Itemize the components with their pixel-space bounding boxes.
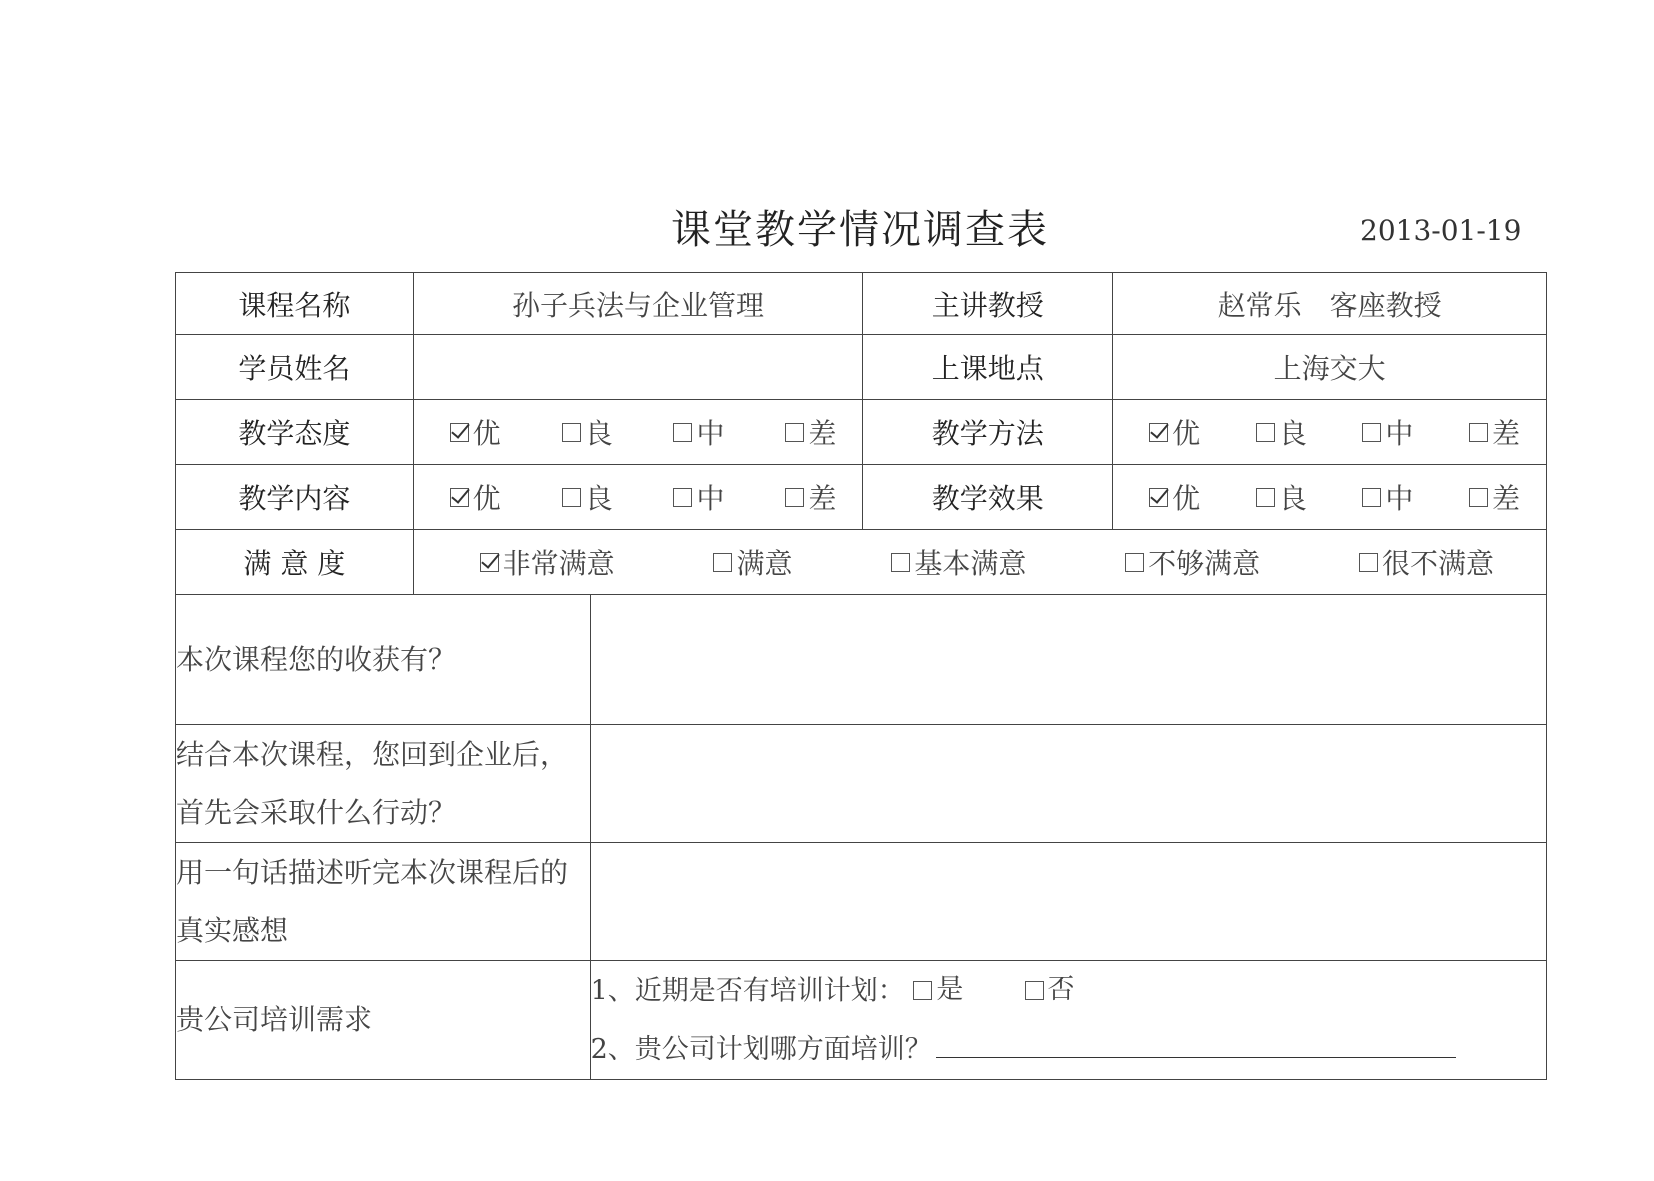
rating-option[interactable]: 中 — [673, 477, 724, 517]
student-row — [176, 335, 1547, 400]
satisfaction-option[interactable]: 非常满意 — [480, 542, 615, 582]
location-value[interactable]: 上海交大 — [1113, 335, 1547, 400]
training-needs-content — [590, 961, 1546, 1080]
training-area-question — [591, 1021, 1546, 1079]
teaching-content-label: 教学内容 — [176, 465, 414, 530]
checkbox-checked-icon[interactable] — [480, 553, 499, 572]
checkbox-checked-icon[interactable] — [1149, 488, 1168, 507]
checkbox-icon[interactable] — [1362, 423, 1381, 442]
teaching-attitude-options — [413, 400, 863, 465]
satisfaction-option[interactable]: 满意 — [713, 542, 792, 582]
student-name-field[interactable] — [413, 335, 863, 400]
training-area-blank[interactable] — [936, 1033, 1456, 1058]
rating-row-2 — [176, 465, 1547, 530]
checkbox-icon[interactable] — [562, 423, 581, 442]
rating-option[interactable]: 优 — [1149, 412, 1200, 452]
checkbox-icon[interactable] — [891, 553, 910, 572]
answer-gain-field[interactable] — [590, 595, 1546, 725]
checkbox-icon[interactable] — [1256, 423, 1275, 442]
training-plan-text: 1、近期是否有培训计划： — [590, 975, 905, 1007]
checkbox-icon[interactable] — [1362, 488, 1381, 507]
answer-feeling-field[interactable] — [590, 843, 1546, 961]
checkbox-icon[interactable] — [673, 423, 692, 442]
rating-option[interactable]: 差 — [1469, 412, 1520, 452]
training-needs-row — [176, 961, 1547, 1080]
satisfaction-options — [413, 530, 1546, 595]
checkbox-icon[interactable] — [1359, 553, 1378, 572]
question-action: 结合本次课程，您回到企业后，首先会采取什么行动？ — [176, 725, 591, 843]
rating-option[interactable]: 良 — [562, 412, 613, 452]
rating-row-1 — [176, 400, 1547, 465]
checkbox-icon[interactable] — [673, 488, 692, 507]
satisfaction-row — [176, 530, 1547, 595]
form-date: 2013-01-19 — [1360, 214, 1522, 247]
course-row — [176, 273, 1547, 335]
training-plan-no[interactable]: 否 — [1025, 961, 1075, 1019]
satisfaction-label: 满 意 度 — [176, 530, 414, 595]
training-plan-question — [591, 961, 1546, 1021]
rating-option[interactable]: 良 — [562, 477, 613, 517]
checkbox-icon[interactable] — [1125, 553, 1144, 572]
teaching-method-options — [1113, 400, 1547, 465]
rating-option[interactable]: 优 — [450, 477, 501, 517]
rating-option[interactable]: 差 — [785, 477, 836, 517]
survey-table — [175, 272, 1547, 1080]
rating-option[interactable]: 中 — [1362, 477, 1413, 517]
checkbox-checked-icon[interactable] — [450, 488, 469, 507]
satisfaction-option[interactable]: 基本满意 — [891, 542, 1026, 582]
training-area-text: 2、贵公司计划哪方面培训？ — [590, 1033, 932, 1065]
page-title: 课堂教学情况调查表 — [671, 207, 1049, 253]
checkbox-icon[interactable] — [562, 488, 581, 507]
question-action-row — [176, 725, 1547, 843]
checkbox-checked-icon[interactable] — [450, 423, 469, 442]
teaching-effect-label: 教学效果 — [863, 465, 1113, 530]
checkbox-icon[interactable] — [1025, 981, 1044, 1000]
question-gain: 本次课程您的收获有？ — [176, 595, 591, 725]
satisfaction-option[interactable]: 很不满意 — [1359, 542, 1494, 582]
rating-option[interactable]: 差 — [785, 412, 836, 452]
rating-option[interactable]: 良 — [1256, 477, 1307, 517]
training-plan-yes[interactable]: 是 — [913, 961, 963, 1019]
satisfaction-option[interactable]: 不够满意 — [1125, 542, 1260, 582]
question-feeling: 用一句话描述听完本次课程后的真实感想 — [176, 843, 591, 961]
student-name-label: 学员姓名 — [176, 335, 414, 400]
teaching-attitude-label: 教学态度 — [176, 400, 414, 465]
teaching-content-options — [413, 465, 863, 530]
rating-option[interactable]: 中 — [1362, 412, 1413, 452]
checkbox-checked-icon[interactable] — [1149, 423, 1168, 442]
question-feeling-row — [176, 843, 1547, 961]
checkbox-icon[interactable] — [785, 488, 804, 507]
checkbox-icon[interactable] — [1256, 488, 1275, 507]
rating-option[interactable]: 差 — [1469, 477, 1520, 517]
rating-option[interactable]: 优 — [450, 412, 501, 452]
course-name-label: 课程名称 — [176, 273, 414, 335]
location-label: 上课地点 — [863, 335, 1113, 400]
rating-option[interactable]: 良 — [1256, 412, 1307, 452]
professor-value[interactable]: 赵常乐 客座教授 — [1113, 273, 1547, 335]
checkbox-icon[interactable] — [1469, 423, 1488, 442]
course-name-value[interactable]: 孙子兵法与企业管理 — [413, 273, 863, 335]
checkbox-icon[interactable] — [913, 981, 932, 1000]
teaching-method-label: 教学方法 — [863, 400, 1113, 465]
rating-option[interactable]: 优 — [1149, 477, 1200, 517]
training-needs-label: 贵公司培训需求 — [176, 961, 591, 1080]
rating-option[interactable]: 中 — [673, 412, 724, 452]
answer-action-field[interactable] — [590, 725, 1546, 843]
checkbox-icon[interactable] — [713, 553, 732, 572]
question-gain-row — [176, 595, 1547, 725]
teaching-effect-options — [1113, 465, 1547, 530]
checkbox-icon[interactable] — [785, 423, 804, 442]
professor-label: 主讲教授 — [863, 273, 1113, 335]
checkbox-icon[interactable] — [1469, 488, 1488, 507]
